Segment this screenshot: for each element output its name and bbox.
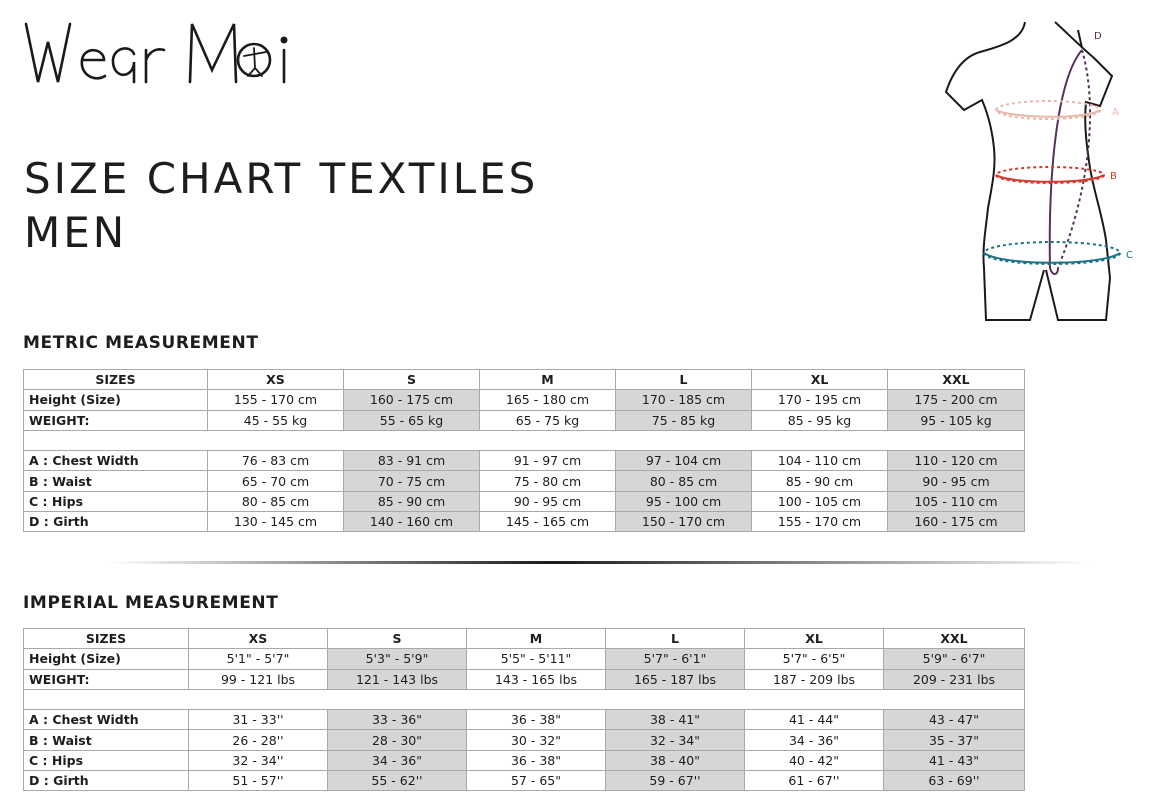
table-cell: 143 - 165 lbs xyxy=(467,669,606,689)
table-cell: 5'9" - 6'7" xyxy=(884,649,1025,669)
title-line-1: SIZE CHART TEXTILES xyxy=(24,154,539,203)
table-cell: 104 - 110 cm xyxy=(752,451,888,471)
table-cell: 160 - 175 cm xyxy=(888,512,1025,532)
table-row xyxy=(24,649,1025,669)
table-cell: 65 - 75 kg xyxy=(480,410,616,430)
table-cell: 130 - 145 cm xyxy=(208,512,344,532)
table-cell: 32 - 34" xyxy=(606,730,745,750)
table-row xyxy=(24,410,1025,430)
table-cell: 33 - 36" xyxy=(328,710,467,730)
table-cell: 55 - 62'' xyxy=(328,771,467,791)
table-cell: 5'3" - 5'9" xyxy=(328,649,467,669)
table-cell: 165 - 187 lbs xyxy=(606,669,745,689)
row-label: C : Hips xyxy=(24,750,189,770)
figure-label-b: B xyxy=(1110,171,1117,182)
table-cell: 57 - 65" xyxy=(467,771,606,791)
table-cell: 110 - 120 cm xyxy=(888,451,1025,471)
header-cell: L xyxy=(606,629,745,649)
row-label: WEIGHT: xyxy=(24,410,208,430)
brand-name: Wear Moi xyxy=(22,10,27,11)
row-label: B : Waist xyxy=(24,730,189,750)
table-row xyxy=(24,491,1025,511)
table-cell: 41 - 44" xyxy=(745,710,884,730)
header-cell: XS xyxy=(189,629,328,649)
row-label: D : Girth xyxy=(24,512,208,532)
header-cell: M xyxy=(467,629,606,649)
table-cell: 170 - 195 cm xyxy=(752,390,888,410)
table-cell: 28 - 30" xyxy=(328,730,467,750)
table-row xyxy=(24,771,1025,791)
header-cell: XL xyxy=(752,370,888,390)
table-cell: 5'7" - 6'1" xyxy=(606,649,745,669)
table-cell: 170 - 185 cm xyxy=(616,390,752,410)
table-cell: 209 - 231 lbs xyxy=(884,669,1025,689)
table-cell: 45 - 55 kg xyxy=(208,410,344,430)
table-cell: 75 - 80 cm xyxy=(480,471,616,491)
header-cell: S xyxy=(328,629,467,649)
header-cell: M xyxy=(480,370,616,390)
table-cell: 90 - 95 cm xyxy=(888,471,1025,491)
table-cell: 35 - 37" xyxy=(884,730,1025,750)
header-cell: L xyxy=(616,370,752,390)
table-cell: 95 - 100 cm xyxy=(616,491,752,511)
row-label: A : Chest Width xyxy=(24,710,189,730)
table-cell: 34 - 36" xyxy=(328,750,467,770)
table-cell: 31 - 33'' xyxy=(189,710,328,730)
page-title xyxy=(24,152,538,260)
table-cell: 51 - 57'' xyxy=(189,771,328,791)
table-cell: 41 - 43" xyxy=(884,750,1025,770)
wear-moi-logo xyxy=(22,10,292,90)
header-cell: XL xyxy=(745,629,884,649)
metric-section-title: METRIC MEASUREMENT xyxy=(23,333,259,353)
table-row xyxy=(24,451,1025,471)
header-cell: S xyxy=(344,370,480,390)
figure-label-d: D xyxy=(1094,31,1102,42)
header-cell: SIZES xyxy=(24,629,189,649)
table-cell: 187 - 209 lbs xyxy=(745,669,884,689)
table-cell: 38 - 40" xyxy=(606,750,745,770)
table-cell: 85 - 90 cm xyxy=(752,471,888,491)
table-cell: 5'5" - 5'11" xyxy=(467,649,606,669)
table-row xyxy=(24,669,1025,689)
table-cell: 85 - 90 cm xyxy=(344,491,480,511)
header-cell: XS xyxy=(208,370,344,390)
table-cell: 80 - 85 cm xyxy=(208,491,344,511)
table-cell: 83 - 91 cm xyxy=(344,451,480,471)
header-cell: XXL xyxy=(888,370,1025,390)
table-cell: 90 - 95 cm xyxy=(480,491,616,511)
spacer-row xyxy=(24,689,1025,709)
table-cell: 97 - 104 cm xyxy=(616,451,752,471)
metric-size-table xyxy=(23,369,1025,532)
table-cell: 145 - 165 cm xyxy=(480,512,616,532)
table-cell: 155 - 170 cm xyxy=(752,512,888,532)
table-row xyxy=(24,512,1025,532)
table-cell: 100 - 105 cm xyxy=(752,491,888,511)
table-row xyxy=(24,730,1025,750)
header-cell: SIZES xyxy=(24,370,208,390)
table-cell: 150 - 170 cm xyxy=(616,512,752,532)
table-cell: 5'7" - 6'5" xyxy=(745,649,884,669)
table-cell: 40 - 42" xyxy=(745,750,884,770)
table-cell: 85 - 95 kg xyxy=(752,410,888,430)
row-label: Height (Size) xyxy=(24,649,189,669)
table-cell: 65 - 70 cm xyxy=(208,471,344,491)
row-label: A : Chest Width xyxy=(24,451,208,471)
figure-label-a: A xyxy=(1112,107,1119,118)
table-cell: 76 - 83 cm xyxy=(208,451,344,471)
table-cell: 99 - 121 lbs xyxy=(189,669,328,689)
table-cell: 175 - 200 cm xyxy=(888,390,1025,410)
table-cell: 70 - 75 cm xyxy=(344,471,480,491)
imperial-section-title: IMPERIAL MEASUREMENT xyxy=(23,593,279,613)
table-cell: 155 - 170 cm xyxy=(208,390,344,410)
table-cell: 36 - 38" xyxy=(467,750,606,770)
table-cell: 59 - 67'' xyxy=(606,771,745,791)
table-header-row xyxy=(24,629,1025,649)
table-cell: 61 - 67'' xyxy=(745,771,884,791)
table-cell: 55 - 65 kg xyxy=(344,410,480,430)
table-row xyxy=(24,471,1025,491)
table-row xyxy=(24,710,1025,730)
table-cell: 75 - 85 kg xyxy=(616,410,752,430)
table-cell: 32 - 34'' xyxy=(189,750,328,770)
table-cell: 95 - 105 kg xyxy=(888,410,1025,430)
table-cell: 63 - 69'' xyxy=(884,771,1025,791)
hips-line-c xyxy=(984,242,1120,264)
body-measurement-figure xyxy=(930,18,1140,328)
girth-line-d xyxy=(1050,50,1082,274)
section-divider xyxy=(110,560,1090,566)
table-cell: 121 - 143 lbs xyxy=(328,669,467,689)
table-header-row xyxy=(24,370,1025,390)
title-line-2: MEN xyxy=(24,208,128,257)
table-cell: 140 - 160 cm xyxy=(344,512,480,532)
row-label: B : Waist xyxy=(24,471,208,491)
table-cell: 165 - 180 cm xyxy=(480,390,616,410)
figure-label-c: C xyxy=(1126,250,1133,261)
spacer-row xyxy=(24,430,1025,450)
row-label: C : Hips xyxy=(24,491,208,511)
table-cell: 30 - 32" xyxy=(467,730,606,750)
header-cell: XXL xyxy=(884,629,1025,649)
table-cell: 80 - 85 cm xyxy=(616,471,752,491)
table-cell: 160 - 175 cm xyxy=(344,390,480,410)
table-cell: 26 - 28'' xyxy=(189,730,328,750)
row-label: Height (Size) xyxy=(24,390,208,410)
table-row xyxy=(24,390,1025,410)
table-cell: 43 - 47" xyxy=(884,710,1025,730)
table-cell: 38 - 41" xyxy=(606,710,745,730)
imperial-size-table xyxy=(23,628,1025,791)
row-label: D : Girth xyxy=(24,771,189,791)
table-cell: 5'1" - 5'7" xyxy=(189,649,328,669)
row-label: WEIGHT: xyxy=(24,669,189,689)
table-cell: 105 - 110 cm xyxy=(888,491,1025,511)
table-cell: 36 - 38" xyxy=(467,710,606,730)
table-row xyxy=(24,750,1025,770)
table-cell: 91 - 97 cm xyxy=(480,451,616,471)
table-cell: 34 - 36" xyxy=(745,730,884,750)
